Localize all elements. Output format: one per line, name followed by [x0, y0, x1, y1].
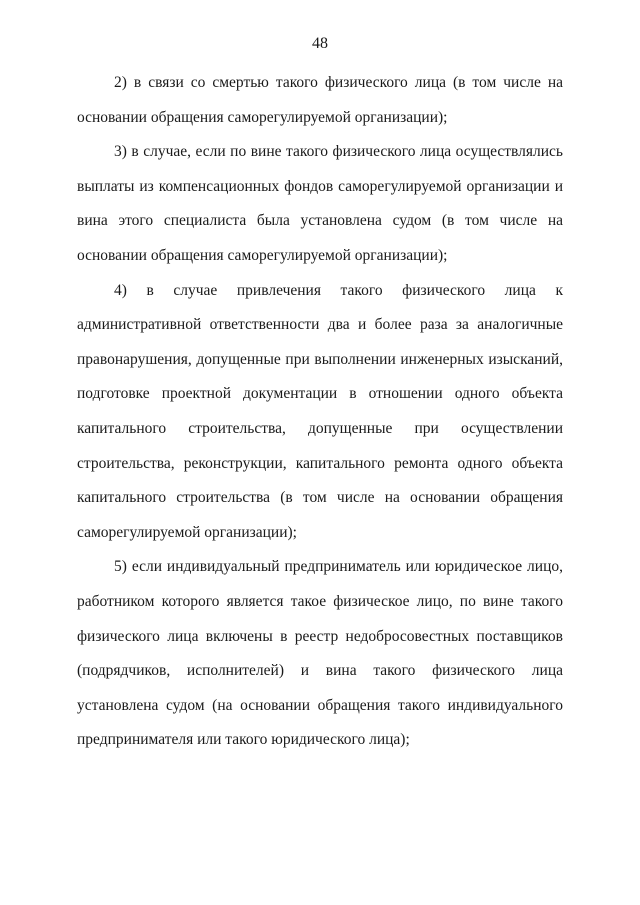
- page-number: 48: [312, 35, 328, 52]
- paragraph-item-5: 5) если индивидуальный предприниматель или юридическое лицо, работником которого является такое физическое лицо, по вине такого физического лица включены в реестр недобросовестных поставщиков (подрядчиков, исполнителей) и вина такого физического лица установлена судом (на основании обращения такого индивидуального предпринимателя или такого юридического лица);: [77, 558, 563, 749]
- paragraph-item-3: 3) в случае, если по вине такого физического лица осуществлялись выплаты из компенсационных фондов саморегулируемой организации и вина этого специалиста была установлена судом (в том числе на основании обращения саморегулируемой организации);: [77, 143, 563, 264]
- paragraph-item-4: 4) в случае привлечения такого физического лица к административной ответственности два и более раза за аналогичные правонарушения, допущенные при выполнении инженерных изысканий, подготовке проектной документации в отношении одного объекта капитального строительства, допущенные при осуществлении строительства, реконструкции, капитального ремонта одного объекта капитального строительства (в том числе на основании обращения саморегулируемой организации);: [77, 281, 563, 541]
- document-body: [77, 66, 563, 758]
- paragraph-item-2: 2) в связи со смертью такого физического лица (в том числе на основании обращения саморегулируемой организации);: [77, 74, 563, 126]
